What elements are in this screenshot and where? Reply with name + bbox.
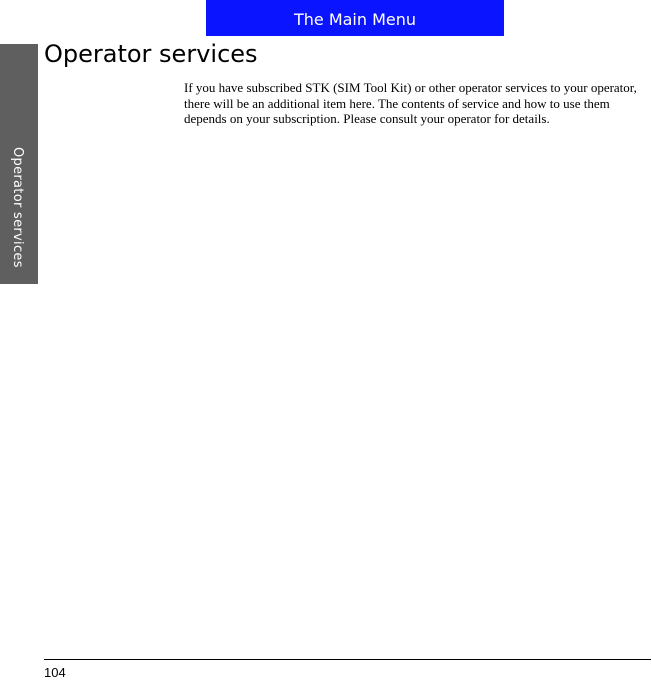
section-side-tab [0,44,38,284]
chapter-header-tab [206,0,504,36]
side-tab-label: Operator services [10,147,25,268]
body-paragraph: If you have subscribed STK (SIM Tool Kit) or other operator services to your operator, there will be an additional item here. The contents of service and how to use them depends on your subscription. Please consult your operator for details. [184,80,637,126]
chapter-header-title: The Main Menu [293,10,417,29]
page-number: 104 [44,665,66,680]
footer-divider [44,659,651,660]
page-title: Operator services [44,40,258,68]
